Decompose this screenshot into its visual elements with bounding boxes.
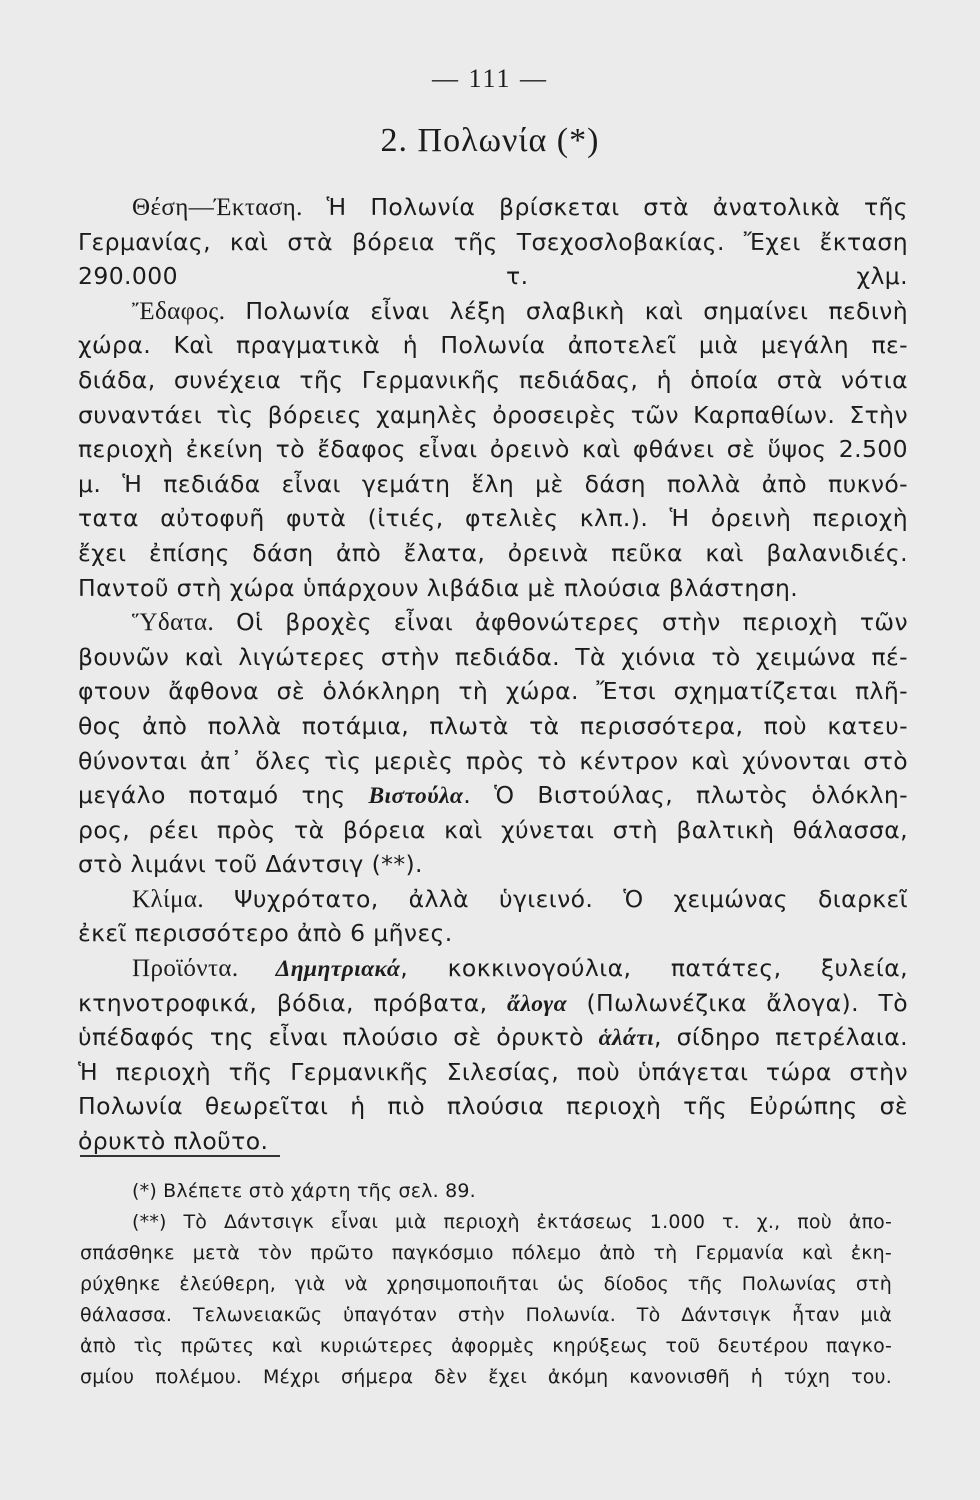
text-span: (Πωλωνέζικα ἄλογα). Τὸ	[567, 988, 908, 1017]
text-span: ὑπέδαφός της εἶναι πλούσιο σὲ ὀρυκτὸ	[78, 1023, 599, 1052]
text-span: ἔχει ἐπίσης δάση ἀπὸ ἔλατα, ὀρεινὰ πεῦκα καὶ βαλανιδιές.	[78, 538, 908, 567]
footnote-line: ἀπὸ τὶς πρῶτες καὶ κυριώτερες ἀφορμὲς κηρύξεως τοῦ δευτέρου παγκο-	[80, 1335, 892, 1357]
text-span: κτηνοτροφικά, βόδια, πρόβατα,	[78, 988, 508, 1017]
text-line	[78, 640, 908, 675]
text-line	[78, 847, 908, 882]
text-line	[78, 467, 908, 502]
paragraph-heading: Θέση—Έκταση.	[132, 194, 303, 221]
body-text	[78, 190, 908, 1159]
text-line	[78, 259, 908, 294]
text-line	[78, 674, 908, 709]
emphasized-term: ἄλογα	[507, 990, 568, 1017]
text-span: μεγάλο ποταμό της	[78, 781, 369, 810]
text-span: τατα αὐτοφυῆ φυτὰ (ἰτιές, φτελιὲς κλπ.). Ἡ ὀρεινὴ περιοχὴ	[78, 504, 908, 533]
text-span: φτουν ἄφθονα σὲ ὁλόκληρη τὴ χώρα. Ἔτσι σχηματίζεται πλῆ-	[78, 677, 908, 706]
text-span: συναντάει τὶς βόρειες χαμηλὲς ὀροσειρὲς τῶν Καρπαθίων. Στὴν	[78, 400, 908, 429]
text-line	[78, 1124, 908, 1159]
text-line	[78, 1020, 908, 1055]
text-line	[78, 605, 908, 640]
text-span: . Ὁ Βιστούλας, πλωτὸς ὁλόκλη-	[463, 781, 908, 810]
text-span: στὸ λιμάνι τοῦ Δάντσιγ (**).	[78, 850, 423, 879]
text-span: περιοχὴ ἐκείνη τὸ ἔδαφος εἶναι ὀρεινὸ καὶ φθάνει σὲ ὕψος 2.500	[78, 435, 908, 464]
footnote-divider	[80, 1155, 280, 1157]
text-span: βουνῶν καὶ λιγώτερες στὴν πεδιάδα. Τὰ χιόνια τὸ χειμώνα πέ-	[78, 642, 908, 671]
text-span: Οἱ βροχὲς εἶναι ἀφθονώτερες στὴν περιοχὴ τῶν	[214, 608, 908, 637]
text-span: ὀρυκτὸ πλοῦτο.	[78, 1127, 269, 1156]
text-span: , σίδηρο πετρέλαια.	[654, 1023, 908, 1052]
text-span: Γερμανίας, καὶ στὰ βόρεια τῆς Τσεχοσλοβακίας. Ἔχει ἔκταση	[78, 227, 908, 256]
text-line	[78, 190, 908, 225]
text-line	[78, 432, 908, 467]
text-span: 290.000 τ. χλμ.	[78, 262, 908, 291]
emphasized-term: Βιστούλα	[368, 783, 464, 810]
emphasized-term: Δημητριακά	[238, 956, 401, 983]
footnote-line: σμίου πολέμου. Μέχρι σήμερα δὲν ἔχει ἀκόμη κανονισθῆ ἡ τύχη του.	[80, 1366, 892, 1388]
paragraph-heading: Προϊόντα.	[132, 955, 239, 983]
footnote-line: σπάσθηκε μετὰ τὸν πρῶτο παγκόσμιο πόλεμο ἀπὸ τὴ Γερμανία καὶ ἐκη-	[80, 1242, 892, 1264]
page-number: — 111 —	[431, 64, 549, 93]
paragraph-heading: Κλίμα.	[132, 885, 205, 913]
text-span: θος ἀπὸ πολλὰ ποτάμια, πλωτὰ τὰ περισσότερα, ποὺ κατευ-	[78, 711, 908, 740]
text-line	[78, 536, 908, 571]
footnote-line: (*) Βλέπετε στὸ χάρτη τῆς σελ. 89.	[132, 1180, 476, 1202]
text-span: μ. Ἡ πεδιάδα εἶναι γεμάτη ἕλη μὲ δάση πολλὰ ἀπὸ πυκνό-	[78, 469, 908, 498]
text-span: Πολωνία εἶναι λέξη σλαβικὴ καὶ σημαίνει πεδινὴ	[225, 296, 908, 325]
text-line	[78, 328, 908, 363]
text-line	[78, 986, 908, 1021]
text-line	[78, 398, 908, 433]
footnote-line: (**) Τὸ Δάντσιγκ εἶναι μιὰ περιοχὴ ἐκτάσεως 1.000 τ. χ., ποὺ ἀπο-	[132, 1211, 892, 1233]
text-span: ἐκεῖ περισσότερο ἀπὸ 6 μῆνες.	[78, 919, 453, 948]
paragraph-heading: Ἔδαφος.	[132, 297, 226, 325]
text-line	[78, 294, 908, 329]
text-line	[78, 571, 908, 606]
text-line	[78, 363, 908, 398]
text-line	[78, 1055, 908, 1090]
footnotes	[80, 1176, 892, 1393]
text-line	[78, 916, 908, 951]
text-span: Παντοῦ στὴ χώρα ὑπάρχουν λιβάδια μὲ πλούσια βλάστηση.	[78, 573, 799, 602]
emphasized-term: ἁλάτι	[598, 1025, 655, 1052]
text-line	[78, 778, 908, 813]
footnote-line: θάλασσα. Τελωνειακῶς ὑπαγόταν στὴν Πολωνία. Τὸ Δάντσιγκ ἦταν μιὰ	[80, 1304, 892, 1326]
text-span: χώρα. Καὶ πραγματικὰ ἡ Πολωνία ἀποτελεῖ μιὰ μεγάλη πε-	[78, 331, 908, 360]
text-span: θύνονται ἀπ᾽ ὅλες τὶς μεριὲς πρὸς τὸ κέντρον καὶ χύνονται στὸ	[78, 746, 908, 775]
text-line	[78, 951, 908, 986]
text-line	[78, 882, 908, 917]
text-span: Ἡ περιοχὴ τῆς Γερμανικῆς Σιλεσίας, ποὺ ὑπάγεται τώρα στὴν	[78, 1057, 908, 1086]
text-line	[78, 225, 908, 260]
text-span: Ἡ Πολωνία βρίσκεται στὰ ἀνατολικὰ τῆς	[302, 193, 908, 221]
text-line	[78, 744, 908, 779]
footnote-line: ρύχθηκε ἐλεύθερη, γιὰ νὰ χρησιμοποιῆται ὡς δίοδος τῆς Πολωνίας στὴ	[80, 1273, 892, 1295]
text-span: διάδα, συνέχεια τῆς Γερμανικῆς πεδιάδας, ἡ ὁποία στὰ νότια	[78, 365, 908, 394]
text-span: Ψυχρότατο, ἀλλὰ ὑγιεινό. Ὁ χειμώνας διαρκεῖ	[204, 884, 908, 913]
text-line	[78, 813, 908, 848]
paragraph-heading: Ὕδατα.	[132, 609, 215, 637]
text-span: ρος, ρέει πρὸς τὰ βόρεια καὶ χύνεται στὴ βαλτικὴ θάλασσα,	[78, 815, 908, 844]
text-span: , κοκκινογούλια, πατάτες, ξυλεία,	[400, 954, 908, 983]
text-line	[78, 1089, 908, 1124]
text-span: Πολωνία θεωρεῖται ἡ πιὸ πλούσια περιοχὴ τῆς Εὐρώπης σὲ	[78, 1092, 908, 1121]
section-title: 2. Πολωνία (*)	[380, 122, 600, 159]
text-line	[78, 501, 908, 536]
text-line	[78, 709, 908, 744]
